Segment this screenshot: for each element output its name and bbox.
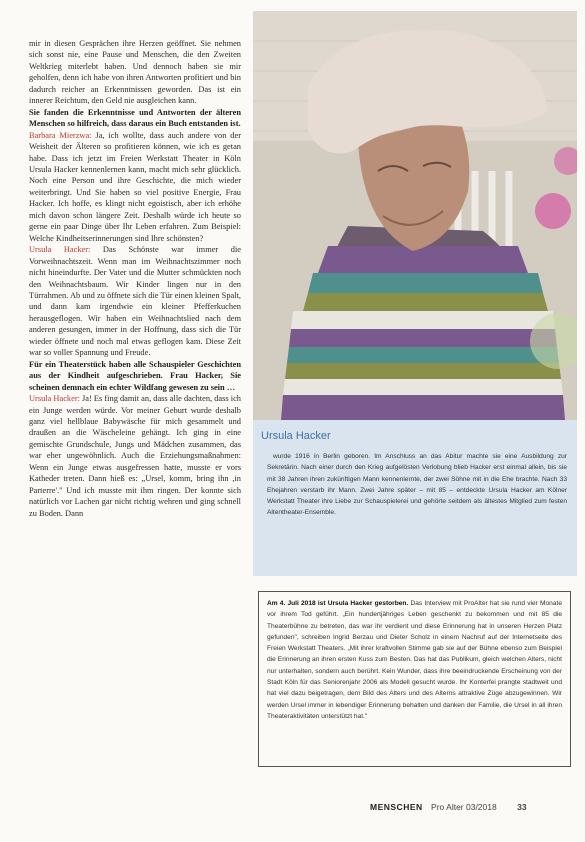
interview-question: Sie fanden die Erkenntnisse und Antworten der älteren Menschen so hilfreich, dass daraus ein Buch entstanden ist. [29, 107, 241, 129]
left-text-column [29, 38, 241, 519]
speaker-name: Ursula Hacker: [29, 245, 91, 255]
magazine-issue: Pro Alter 03/2018 [431, 802, 497, 812]
interview-question: Für ein Theaterstück haben alle Schauspieler Geschichten aus der Kindheit aufgeschrieben. Frau Hacker, Sie scheinen demnach ein echter Wildfang gewesen zu sein … [29, 359, 241, 392]
speaker-name: Barbara Mierzwa: [29, 130, 92, 140]
answer-paragraph: Ursula Hacker: Das Schönste war immer die Vorweihnachtszeit. Wenn man im Weihnachtszimmer noch nicht hineindurfte. Der Vater und die Mutter schmückten noch den Weihnachtsbaum. Wir Kinder lingen nur in den Türrahmen. Ab und zu öffnete sich die Tür einen kleinen Spalt, und dann kam irgendwie ein kleiner Pfefferkuchen herausgeflogen. Wir haben ein Weihnachtslied nach dem anderen gesungen, immer in der Hoffnung, dass sich die Tür wieder öffnete und noch mal etwas geflogen kam. Diese Zeit war so voller Spannung und Freude. [29, 245, 241, 358]
section-name: MENSCHEN [370, 802, 423, 812]
bio-text: wurde 1916 in Berlin geboren. Im Anschluss an das Abitur machte sie eine Ausbildung zur Sekretärin. Nach einer durch den Krieg aufgelösten Verlobung blieb Hacker erst einmal allein, bis sie mit 38 Jahren ihren zukünftigen Mann kennenlernte, der zwei Söhne mit in die Ehe brachte. Nach 33 Ehejahren verstarb ihr Mann. Zwei Jahre später – mit 85 – entdeckte Ursula Hacker am Kölner Werkstatt Theater ihre Liebe zur Schauspielerei und gehörte seitdem als ältestes Mitglied zum festen Altentheater-Ensemble. [267, 453, 567, 517]
portrait-photo [253, 11, 577, 420]
bio-title: Ursula Hacker [261, 430, 331, 442]
memorial-lead: Am 4. Juli 2018 ist Ursula Hacker gestorben. [267, 600, 409, 607]
speaker-name: Ursula Hacker: [29, 394, 80, 404]
answer-paragraph: Ursula Hacker: Ja! Es fing damit an, dass alle dachten, dass ich ein Junge werden würde. Vor meiner Geburt wurde deshalb ganz viel hellblaue Babywäsche für mich gesammelt und draußen an die Wäscheleine gehängt. Ich ging in eine gemischte Grundschule, Jungs und Mädchen zusammen, das war eher ungewöhnlich. Auch die Erziehungsmaßnahmen: Wenn ein Junge etwas ausgefressen hatte, musste er vors Katheder treten. Dann hieß es: „Ursel, komm, bring ihn ,in Parterre'." Und ich musste mit ihm ringen. Der konnte sich natürlich vor Lachen gar nicht richtig wehren und ging schnell zu Boden. Dann [29, 394, 241, 518]
page-footer [370, 802, 527, 812]
memorial-text: Das Interview mit ProAlter hat sie rund vier Monate vor ihrem Tod geführt. „Ein hundertjähriges Leben geschenkt zu bekommen und mit 85 die Theaterbühne zu betreten, das war ihr verdient und diese Erinnerung hat in unseren Herzen Platz gefunden", schreiben Ingrid Berzau und Dieter Scholz in einem Nachruf auf der Internetseite des Freien Werkstatt Theaters. „Mit ihrer kraftvollen Stimme gab sie auf der Bühne ebenso zum Beispiel die Erinnerung an ihren ersten Kuss zum Besten. Das hat das Publikum, gleich welchen Alters, nicht nur unterhalten, sondern auch berührt. Kein Wunder, dass ihre beeindruckende Erscheinung von der Stadt Köln für das Seniorenjahr 2006 als Modell gesucht wurde. Ihr Konterfei prangte stadtweit und hat viel dazu beigetragen, dem Bild des Alters und des Alterns attraktive Züge abzugewinnen. Wir werden Ursel immer in lebendiger Erinnerung behalten und danken der Familie, die Ursel in all ihren Theateraktivitäten unterstützt hat." [267, 600, 562, 720]
bio-box [253, 420, 577, 576]
page-number: 33 [517, 802, 527, 812]
memorial-box [258, 591, 571, 767]
portrait-illustration [253, 11, 577, 420]
answer-paragraph: Barbara Mierzwa: Ja, ich wollte, dass auch andere von der Weisheit der Älteren so profitieren können, wie ich es getan habe. Dass ich jetzt im Freien Werkstatt Theater in Köln Ursula Hacker kennenlernen kann, macht mich sehr glücklich. Noch eine Person und ihre Geschichte, die mich wieder weiterbringt. Und Sie haben so viel positive Energie, Frau Hacker. Ich hoffe, es klingt nicht egoistisch, aber ich erhöhe mich davon schon längere Zeit. Deshalb würde ich heute so gerne ein paar Dinge über Ihr Leben erfahren. Zum Beispiel: Welche Kindheitserinnerungen sind Ihre schönsten? [29, 130, 241, 243]
paragraph: mir in diesen Gesprächen ihre Herzen geöffnet. Sie nehmen sich sonst nie, eine Pause und Menschen, die den Zweiten Weltkrieg miterlebt haben. Und dennoch haben sie mir geholfen, denn ich habe von ihren Antworten profitiert und bin dadurch reicher an Erkenntnissen geworden. Das ist ein innerer Reichtum, den Geld nie ausgleichen kann. [29, 39, 241, 106]
